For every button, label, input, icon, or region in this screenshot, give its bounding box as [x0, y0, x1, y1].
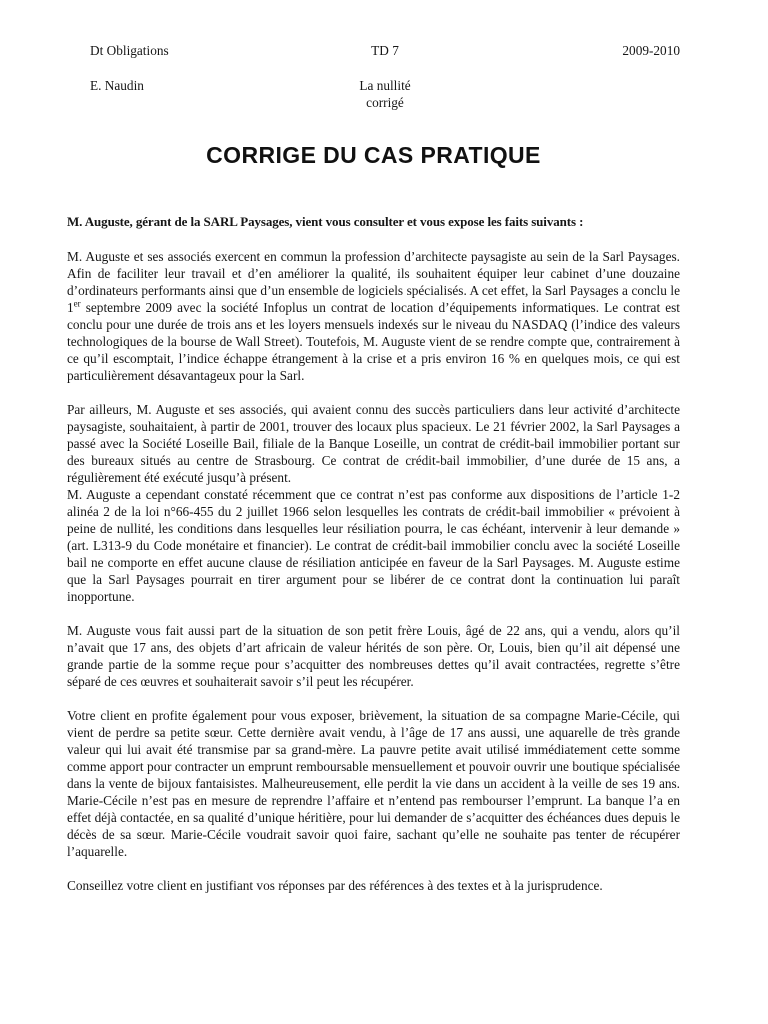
paragraph-credit-bail-facts: Par ailleurs, M. Auguste et ses associés, qui avaient connu des succès particuliers dans leur activité d’architecte paysagiste, souhaitaient, à partir de 2001, trouver des locaux plus spacieux. Le 21 février 2002, la Sarl Paysages a passé avec la Société Loseille Bail, filiale de la Banque Loseille, un contrat de crédit-bail immobilier portant sur des bureaux situés au centre de Strasbourg. Ce contrat de crédit-bail immobilier, d’une durée de 15 ans, a régulièrement été exécuté jusqu’à présent. — [67, 402, 680, 485]
closing-instruction: Conseillez votre client en justifiant vos réponses par des références à des textes et à la jurisprudence. — [67, 878, 603, 893]
paragraph-credit-bail-law: M. Auguste a cependant constaté récemment que ce contrat n’est pas conforme aux dispositions de l’article 1-2 alinéa 2 de la loi n°66-455 du 2 juillet 1966 selon lesquelles les contrats de crédit-bail immobilier « prévoient à peine de nullité, les conditions dans lesquelles leur résiliation pourra, le cas échéant, intervenir à leur demande » (art. L313-9 du Code monétaire et financier). Le contrat de crédit-bail immobilier conclu avec la société Loseille bail ne comporte en effet aucune clause de résiliation anticipée en faveur de la Sarl Paysages. M. Auguste estime que la Sarl Paysages pourrait en tirer argument pour se libérer de ce contrat dont la continuation lui paraît inopportune. — [67, 487, 680, 604]
header-topic-note: corrigé — [366, 95, 404, 110]
paragraph-computer-lease — [67, 248, 680, 384]
paragraph-computer-lease-text-end: septembre 2009 avec la société Infoplus un contrat de location d’équipements informatiques. Le contrat est conclu pour une durée de trois ans et les loyers mensuels indexés sur le niveau du NASDAQ (l’indice des valeurs technologiques de la bourse de Wall Street). Toutefois, M. Auguste vient de se rendre compte que, contrairement à ce qu’il escomptait, l’indice échappe étrangement à la crise et a pris environ 16 % en quelques mois, ce qui est particulièrement désavantageux pour la Sarl. — [67, 300, 680, 383]
paragraph-computer-lease-text-start: M. Auguste et ses associés exercent en commun la profession d’architecte paysagiste au sein de la Sarl Paysages. Afin de faciliter leur travail et d’en améliorer la qualité, ils souhaitent équiper leur cabinet d’une douzaine d’ordinateurs performants ainsi que d’un ensemble de logiciels spécialisés. A cet effet, la Sarl Paysages a conclu le 1 — [67, 249, 680, 315]
header-left-column — [67, 42, 287, 111]
header-topic: La nullité — [359, 78, 411, 93]
header-author: E. Naudin — [90, 78, 144, 93]
header-center-column — [287, 42, 484, 111]
intro-statement: M. Auguste, gérant de la SARL Paysages, vient vous consulter et vous expose les faits suivants : — [67, 214, 584, 229]
document-header — [67, 42, 680, 111]
paragraph-brother-louis: M. Auguste vous fait aussi part de la situation de son petit frère Louis, âgé de 22 ans, qui a vendu, alors qu’il n’avait que 17 ans, des objets d’art africain de valeur hérités de son père. Or, Louis, bien qu’il ait dépensé une grande partie de la somme reçue pour s’acquitter des nombreuses dettes qu’il avait contractées, regrette s’être séparé de ces œuvres et souhaiterait savoir s’il peut les récupérer. — [67, 623, 680, 689]
page-title: CORRIGE DU CAS PRATIQUE — [206, 142, 541, 168]
header-right-column — [483, 42, 680, 111]
paragraph-marie-cecile: Votre client en profite également pour vous exposer, brièvement, la situation de sa compagne Marie-Cécile, qui vient de perdre sa petite sœur. Cette dernière avait vendu, à l’âge de 17 ans aussi, une aquarelle de très grande valeur qui lui avait été transmise par sa grand-mère. La pauvre petite avait utilisé immédiatement cette somme comme apport pour contracter un emprunt remboursable mensuellement et pouvoir ouvrir une boutique spécialisée dans la vente de bijoux fantaisistes. Malheureusement, elle perdit la vie dans un accident à la veille de ses 19 ans. Marie-Cécile n’est pas en mesure de reprendre l’affaire et n’entend pas rembourser l’emprunt. La banque l’a en effet déjà contactée, en sa qualité d’unique héritière, pour lui demander de s’acquitter des échéances dues depuis le décès de sa sœur. Marie-Cécile voudrait savoir quoi faire, sachant qu’elle ne souhaite pas tenter de récupérer l’aquarelle. — [67, 708, 680, 859]
ordinal-superscript: er — [73, 298, 81, 309]
header-course: Dt Obligations — [90, 43, 169, 58]
header-session: TD 7 — [371, 43, 399, 58]
header-year: 2009-2010 — [622, 43, 681, 58]
